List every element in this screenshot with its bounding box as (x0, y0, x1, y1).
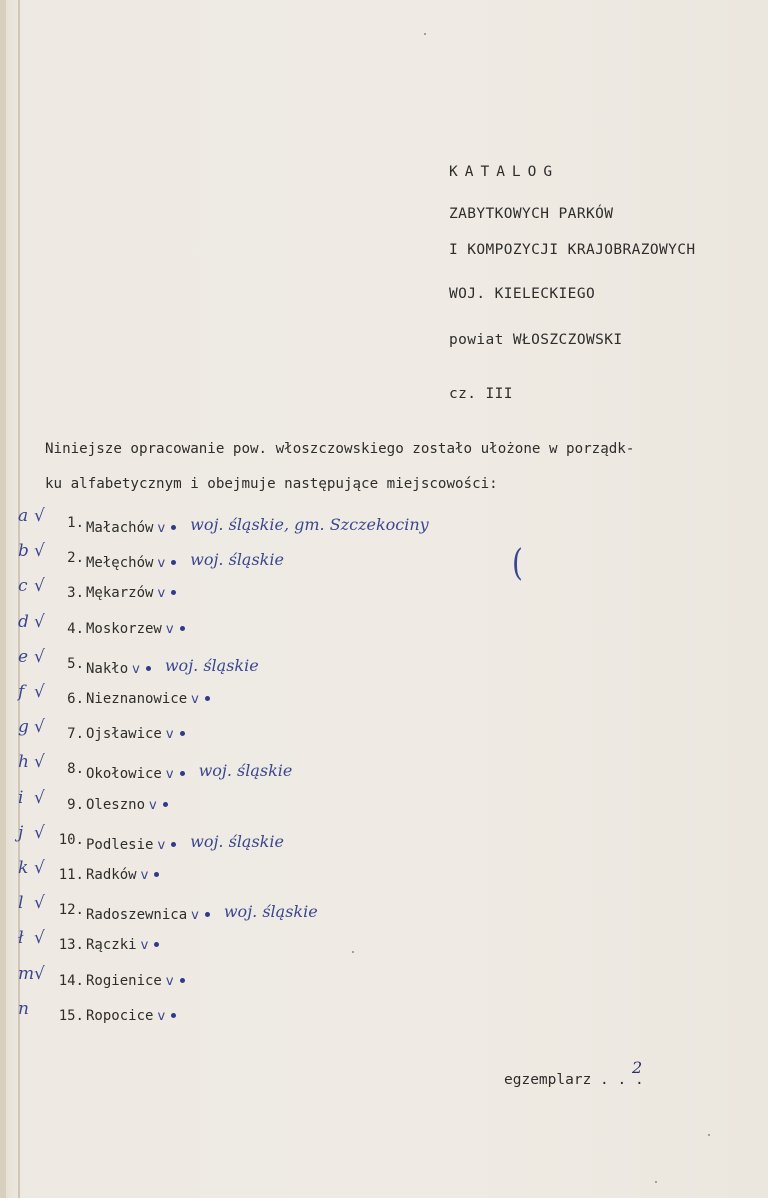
check-mark-icon: √ (34, 646, 45, 667)
handwritten-tick: v (157, 837, 166, 853)
check-mark-icon: √ (34, 506, 45, 526)
ink-dot-icon (205, 696, 210, 701)
handwritten-letter: n (18, 998, 29, 1019)
place-name: Ojsławice (86, 726, 162, 743)
handwritten-tick: v (165, 727, 174, 743)
list-item (0, 928, 768, 960)
list-item (0, 822, 768, 855)
place-name-line (86, 867, 159, 883)
handwritten-note: woj. śląskie, gm. Szczekociny (190, 515, 429, 534)
place-name-line (86, 585, 176, 601)
handwritten-tick: v (140, 868, 149, 883)
check-mark-icon: √ (34, 717, 45, 738)
item-number: 3. (67, 585, 84, 602)
item-number: 9. (67, 796, 84, 813)
handwritten-note: woj. śląskie (190, 831, 284, 851)
place-name-line (86, 691, 210, 707)
handwritten-bracket: ( (512, 541, 523, 584)
paper-speck (655, 1181, 657, 1183)
catalog-county: powiat WŁOSZCZOWSKI (449, 332, 623, 348)
handwritten-letter: m (18, 963, 35, 984)
item-number: 7. (67, 726, 84, 743)
ink-dot-icon (163, 802, 168, 807)
paper-speck (708, 1134, 710, 1136)
place-name: Małachów (86, 520, 154, 536)
intro-line-2: ku alfabetycznym i obejmuje następujące miejscowości: (45, 476, 498, 492)
handwritten-note: woj. śląskie (198, 761, 293, 781)
ink-dot-icon (171, 560, 176, 565)
list-item (0, 611, 768, 644)
place-name-line (86, 973, 185, 989)
check-mark-icon: √ (34, 858, 45, 878)
handwritten-tick: v (157, 556, 166, 572)
place-name-line (86, 515, 429, 536)
list-item (0, 787, 768, 820)
ink-dot-icon (154, 942, 159, 947)
paper-speck (424, 33, 426, 35)
check-mark-icon: √ (34, 928, 45, 949)
handwritten-letter: c (18, 576, 28, 597)
handwritten-tick: v (140, 938, 149, 954)
place-name: Okołowice (86, 766, 162, 783)
place-name: Radków (86, 867, 137, 883)
item-number: 2. (67, 550, 84, 567)
list-item (0, 893, 768, 925)
catalog-voivodeship: WOJ. KIELECKIEGO (449, 286, 596, 302)
handwritten-letter: ł (18, 928, 24, 949)
check-mark-icon: √ (34, 541, 45, 562)
list-item (0, 998, 768, 1031)
ink-dot-icon (180, 731, 185, 736)
list-item (0, 682, 768, 714)
place-name: Rogienice (86, 972, 162, 989)
handwritten-tick: v (191, 692, 199, 707)
ink-dot-icon (180, 978, 185, 983)
item-number: 13. (58, 937, 84, 954)
list-item (0, 646, 768, 679)
handwritten-tick: v (165, 767, 174, 783)
check-mark-icon: √ (34, 787, 45, 808)
place-name: Nakło (86, 660, 129, 677)
intro-line-1: Niniejsze opracowanie pow. włoszczowskiego zostało ułożone w porządk- (45, 441, 635, 457)
place-name-line (86, 550, 284, 571)
handwritten-letter: b (18, 541, 29, 562)
handwritten-letter: d (18, 611, 29, 632)
handwritten-tick: v (149, 797, 157, 813)
handwritten-tick: v (157, 586, 166, 602)
list-item (0, 541, 768, 573)
check-mark-icon: √ (34, 822, 45, 843)
place-name-line (86, 656, 259, 677)
catalog-part: cz. III (449, 386, 513, 402)
place-name-line (86, 937, 159, 953)
ink-dot-icon (180, 771, 185, 776)
check-mark-icon: √ (34, 682, 45, 702)
handwritten-letter: a (18, 506, 29, 526)
handwritten-letter: g (18, 717, 29, 738)
item-number: 5. (67, 655, 84, 672)
list-item (0, 963, 768, 996)
handwritten-note: woj. śląskie (223, 902, 318, 922)
ink-dot-icon (171, 1013, 176, 1018)
list-item (0, 506, 768, 538)
ink-dot-icon (171, 842, 176, 847)
handwritten-letter: e (18, 646, 29, 667)
place-name-line (86, 902, 318, 923)
handwritten-letter: i (18, 787, 24, 808)
handwritten-letter: f (18, 682, 25, 702)
list-item (0, 858, 768, 890)
list-item (0, 576, 768, 608)
check-mark-icon: √ (34, 963, 45, 984)
handwritten-tick: v (191, 908, 199, 924)
place-name: Podlesie (86, 836, 154, 853)
place-name: Rączki (86, 937, 137, 954)
item-number: 8. (67, 761, 84, 778)
handwritten-tick: v (165, 973, 174, 989)
check-mark-icon: √ (34, 752, 45, 773)
catalog-title: KATALOG (449, 164, 560, 180)
catalog-subtitle-2: I KOMPOZYCJI KRAJOBRAZOWYCH (449, 242, 696, 258)
item-number: 11. (58, 867, 84, 883)
place-name: Mełęchów (86, 555, 154, 572)
ink-dot-icon (171, 525, 176, 530)
place-name-line (86, 621, 185, 637)
place-name-line (86, 726, 185, 742)
place-name: Mękarzów (86, 585, 154, 602)
check-mark-icon: √ (34, 611, 45, 632)
copy-number: 2 (632, 1058, 643, 1077)
catalog-subtitle-1: ZABYTKOWYCH PARKÓW (449, 206, 614, 222)
item-number: 14. (58, 972, 84, 989)
place-name: Radoszewnica (86, 907, 188, 924)
check-mark-icon: √ (34, 576, 45, 597)
list-item (0, 752, 768, 784)
place-name-line (86, 797, 168, 813)
paper-speck (352, 951, 354, 953)
place-name: Moskorzew (86, 620, 162, 637)
item-number: 4. (67, 620, 84, 637)
item-number: 15. (58, 1007, 84, 1024)
copy-label: egzemplarz . . . (504, 1072, 644, 1088)
place-name-line (86, 832, 284, 853)
item-number: 6. (67, 691, 84, 707)
item-number: 10. (58, 831, 84, 848)
item-number: 12. (58, 902, 84, 919)
ink-dot-icon (205, 912, 210, 917)
item-number: 1. (67, 515, 84, 531)
ink-dot-icon (171, 590, 176, 595)
place-name-line (86, 761, 292, 782)
list-item (0, 717, 768, 749)
handwritten-tick: v (157, 1008, 166, 1024)
handwritten-letter: l (18, 893, 24, 914)
ink-dot-icon (180, 626, 185, 631)
ink-dot-icon (154, 872, 159, 877)
place-name: Nieznanowice (86, 691, 188, 707)
place-name: Ropocice (86, 1007, 154, 1024)
handwritten-tick: v (157, 521, 166, 536)
handwritten-tick: v (165, 621, 174, 637)
ink-dot-icon (146, 666, 151, 671)
check-mark-icon: √ (34, 893, 45, 914)
handwritten-letter: j (18, 822, 24, 843)
place-name-line (86, 1008, 176, 1024)
place-name: Oleszno (86, 796, 146, 813)
handwritten-tick: v (132, 661, 140, 677)
handwritten-letter: k (18, 858, 29, 878)
handwritten-letter: h (18, 752, 29, 773)
handwritten-note: woj. śląskie (190, 550, 284, 570)
handwritten-note: woj. śląskie (164, 655, 259, 675)
